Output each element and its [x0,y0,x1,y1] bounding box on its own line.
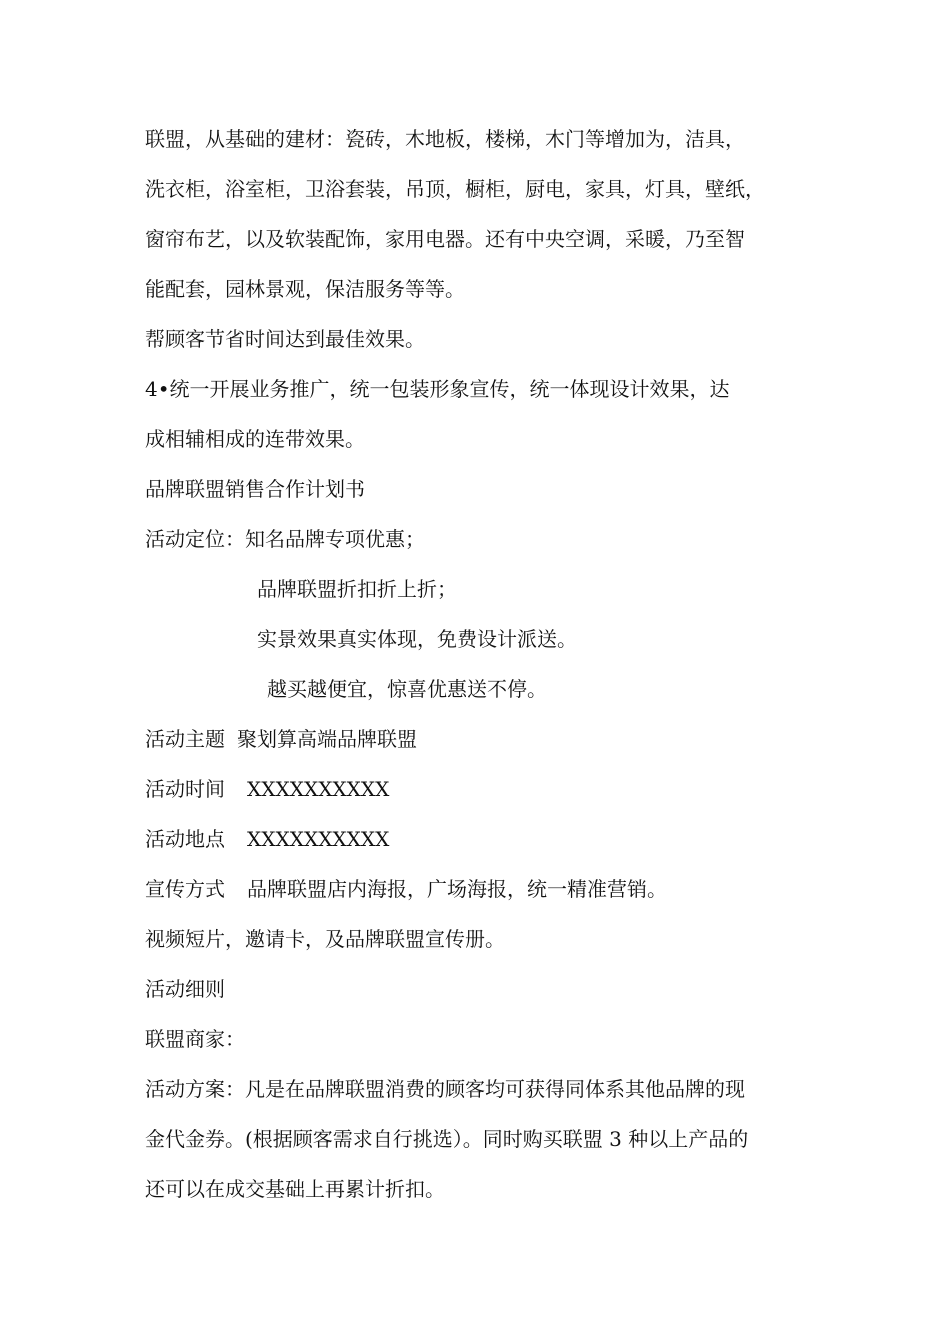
promotion-method-row [145,864,815,914]
promotion-method-value: 品牌联盟店内海报，广场海报，统一精准营销。 [247,877,667,901]
body-line: 4•统一开展业务推广，统一包装形象宣传，统一体现设计效果，达 [145,377,730,401]
activity-theme-label: 活动主题 [145,727,225,751]
body-line: 还可以在成交基础上再累计折扣。 [145,1177,445,1201]
positioning-item: 品牌联盟折扣折上折； [257,577,457,601]
section-title: 品牌联盟销售合作计划书 [145,477,365,501]
activity-time-row [145,764,815,814]
promotion-method-label: 宣传方式 [145,877,225,901]
body-line: 洗衣柜，浴室柜，卫浴套装，吊顶，橱柜，厨电，家具，灯具，壁纸， [145,177,765,201]
body-line: 视频短片，邀请卡，及品牌联盟宣传册。 [145,927,505,951]
activity-positioning: 活动定位：知名品牌专项优惠； [145,527,425,551]
activity-place-label: 活动地点 [145,827,225,851]
activity-place-row [145,814,815,864]
positioning-item: 越买越便宜，惊喜优惠送不停。 [267,677,547,701]
activity-time-label: 活动时间 [145,777,225,801]
activity-theme-value: 聚划算高端品牌联盟 [237,727,417,751]
body-line: 联盟，从基础的建材：瓷砖，木地板，楼梯，木门等增加为，洁具， [145,127,745,151]
body-line: 窗帘布艺，以及软装配饰，家用电器。还有中央空调，采暖，乃至智 [145,227,745,251]
body-line: 活动方案：凡是在品牌联盟消费的顾客均可获得同体系其他品牌的现 [145,1077,745,1101]
body-line: 成相辅相成的连带效果。 [145,427,365,451]
activity-details-heading: 活动细则 [145,977,225,1001]
body-line: 帮顾客节省时间达到最佳效果。 [145,327,425,351]
body-line: 金代金券。(根据顾客需求自行挑选）。同时购买联盟 3 种以上产品的 [145,1127,749,1151]
activity-theme-row [145,714,815,764]
activity-place-value: XXXXXXXXXX [247,827,390,851]
document-body [145,114,815,1214]
positioning-item: 实景效果真实体现，免费设计派送。 [257,627,577,651]
alliance-merchants: 联盟商家： [145,1027,245,1051]
activity-time-value: XXXXXXXXXX [247,777,390,801]
body-line: 能配套，园林景观，保洁服务等等。 [145,277,465,301]
